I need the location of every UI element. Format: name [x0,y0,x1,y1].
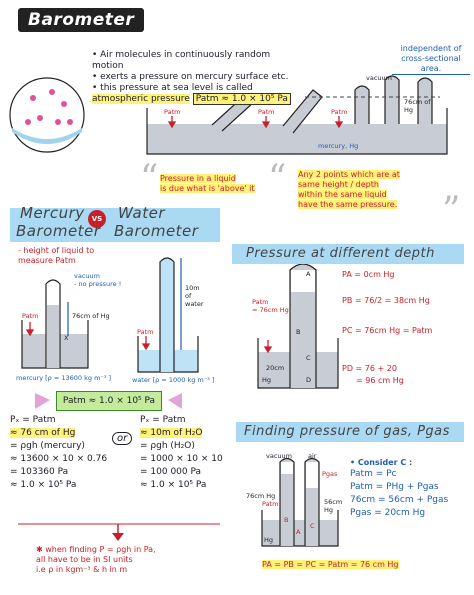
calc-left [10,414,110,492]
top-patm-b: Patm [258,108,275,116]
depth-pc: PC = 76cm Hg = Patm [342,326,433,335]
atm-value: Patm ≈ 1.0 × 10⁵ Pa [193,93,291,105]
mercury-word: Mercury [20,204,85,222]
quote-right-line-1: Any 2 points which are at [298,170,400,179]
depth-pa: PA = 0cm Hg [342,270,395,279]
mercury-barometer-diagram [22,280,88,368]
calc-right-line-3: = 1000 × 10 × 10 [140,454,223,464]
gas-point-b: B [284,516,289,524]
depth-title: Pressure at different depth [246,246,435,261]
calc-right-line-5: ≈ 1.0 × 10⁵ Pa [140,480,207,490]
gas-patm-label: Patm [262,500,279,508]
gas-hg-label: Hg [264,536,274,544]
depth-hg-label: Hg [262,376,272,384]
gas-pgas-label: Pgas [322,470,338,478]
intro-line-2: • exerts a pressure on mercury surface etc. [92,72,289,82]
water-height-line-1: 10m [185,284,200,292]
depth-patm-line-2: = 76cm Hg [252,306,289,314]
page-title: Barometer [18,8,144,32]
depth-point-a: A [306,270,311,278]
top-height-label: 76cm of Hg [404,98,431,114]
top-patm-c: Patm [331,108,348,116]
quote-right [298,170,448,210]
calc-left-line-5: ≈ 1.0 × 10⁵ Pa [10,480,77,490]
intro-notes [92,50,302,105]
gas-title: Finding pressure of gas, Pgas [244,424,450,439]
depth-point-b: B [296,328,301,336]
depth-point-d: D [306,376,312,384]
vacuum-note-line-1: vacuum [74,272,100,280]
gas-height-76: 76cm Hg [246,492,276,500]
gas-eq-2: Patm = PHg + Pgas [350,482,439,492]
quote-left-line-1: Pressure in a liquid [160,174,236,183]
quote-left [160,174,270,194]
water-patm-label: Patm [137,328,154,336]
quote-right-line-4: have the same pressure. [298,200,398,209]
top-vacuum-label: vacuum [366,74,392,82]
quote-left-line-2: is due what is 'above' it [160,184,255,193]
gas-working [350,458,468,520]
depth-patm-label [252,298,292,314]
gas-point-a: A [296,528,301,536]
atm-phrase: atmospheric pressure [92,94,190,104]
gas-final [262,560,399,570]
gas-eq-1: Patm = Pc [350,469,397,479]
depth-patm-line-1: Patm [252,298,269,306]
air-molecules-illustration [10,78,84,152]
gas-point-c: C [310,522,315,530]
vacuum-note [74,272,144,288]
water-density: water [ρ = 1000 kg m⁻³ ] [132,376,215,384]
calc-left-line-2: = ρgh (mercury) [10,441,85,451]
depth-pd-1: PD = 76 + 20 [342,364,397,373]
calc-right [140,414,240,492]
depth-20cm-label: 20cm [266,364,285,372]
quote-right-line-2: same height / depth [298,180,379,189]
height-note: - height of liquid to measure Patm [18,246,95,265]
calc-left-line-1: ≈ 76 cm of Hg [10,428,76,438]
mercury-patm-label: Patm [22,312,39,320]
calc-right-line-2: = ρgh (H₂O) [140,441,195,451]
water-height-line-3: water [185,300,204,308]
intro-line-3: • this pressure at sea level is called [92,83,253,93]
water-height-line-2: of [185,292,192,300]
x-point-label: X [64,334,69,342]
vs-badge: VS [88,210,106,228]
water-height-label [185,284,213,308]
svg-text:“: “ [140,158,159,199]
hg-height-label: 76cm of Hg [72,312,110,320]
gas-air-label: air [308,452,317,460]
calc-left-line-4: = 103360 Pa [10,467,69,477]
svg-text:“: “ [268,158,287,199]
depth-point-c: C [306,354,311,362]
si-note-line-2: all have to be in SI units [36,555,133,564]
gas-consider: • Consider C : [350,458,413,467]
calc-right-line-1: ≈ 10m of H₂O [140,428,203,438]
intro-line-1: • Air molecules in continuously random motion [92,50,271,71]
si-note [36,545,216,575]
top-mercury-label: mercury, Hg [318,142,359,150]
gas-vacuum-label: vacuum [266,452,292,460]
calc-right-line-0: Pₓ = Patm [140,415,186,425]
gas-final-text: PA = PB = PC = Patm = 76 cm Hg [262,560,399,569]
water-barometer-diagram [138,258,198,372]
mercury-density: mercury [ρ = 13600 kg m⁻³ ] [16,374,112,382]
calc-right-line-4: = 100 000 Pa [140,467,202,477]
formula-box: Patm ≈ 1.0 × 10⁵ Pa [56,391,162,411]
gas-eq-3: 76cm = 56cm + Pgas [350,495,449,505]
water-word: Water [118,204,165,222]
si-note-line-1: ✱ when finding P = ρgh in Pa, [36,545,156,554]
or-word: or [112,432,132,445]
calc-left-line-3: ≈ 13600 × 10 × 0.76 [10,454,108,464]
depth-pd-2: = 96 cm Hg [356,376,404,385]
barometer-word-2: Barometer [114,222,199,240]
svg-text:”: ” [442,190,461,231]
si-note-line-3: i.e ρ in kgm⁻³ & h in m [36,565,128,574]
independent-note: independent of cross-sectional area. [392,44,470,75]
gas-height-56: 56cm Hg [324,498,343,514]
calc-left-line-0: Pₓ = Patm [10,415,56,425]
vacuum-note-line-2: - no pressure ! [74,280,122,288]
gas-eq-4: Pgas = 20cm Hg [350,508,426,518]
top-patm-a: Patm [164,108,181,116]
quote-right-line-3: within the same liquid [298,190,387,199]
depth-pb: PB = 76/2 = 38cm Hg [342,296,430,305]
barometer-word-1: Barometer [16,222,101,240]
